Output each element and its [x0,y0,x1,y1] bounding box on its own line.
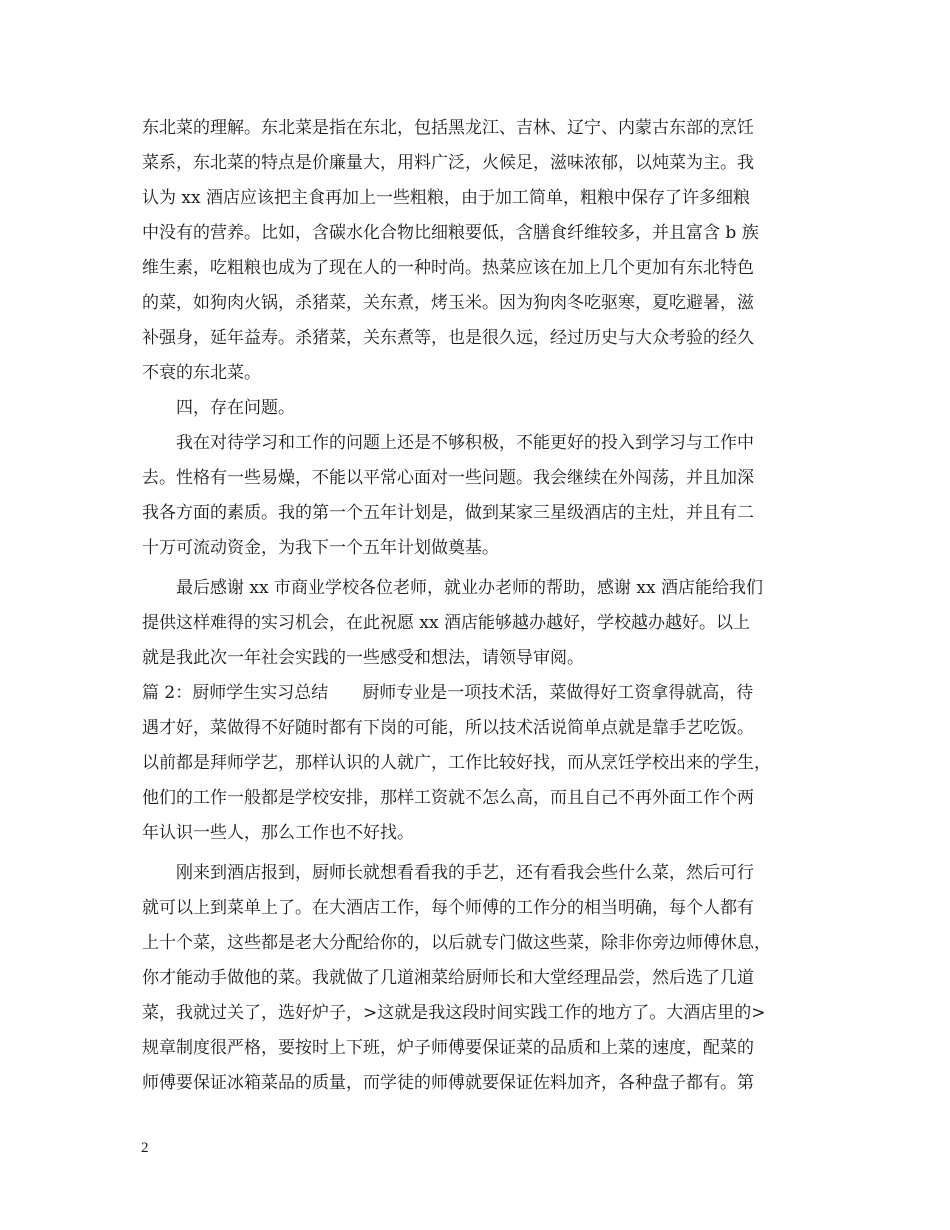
section-heading: 四，存在问题。 [142,398,295,418]
text-line: 不衰的东北菜。 [142,363,261,383]
text-line: 东北菜的理解。东北菜是指在东北，包括黑龙江、吉林、辽宁、内蒙古东部的烹饪 [142,118,754,138]
text-line: 我各方面的素质。我的第一个五年计划是，做到某家三星级酒店的主灶，并且有二 [142,503,754,523]
text-line: 我在对待学习和工作的问题上还是不够积极，不能更好的投入到学习与工作中 [142,433,754,453]
text-line: 师傅要保证冰箱菜品的质量，而学徒的师傅就要保证佐料加齐，各种盘子都有。第 [142,1073,754,1093]
text-line: 就是我此次一年社会实践的一些感受和想法，请领导审阅。 [142,648,584,668]
text-line: 就可以上到菜单上了。在大酒店工作，每个师傅的工作分的相当明确，每个人都有 [142,898,754,918]
text-line: 刚来到酒店报到，厨师长就想看看我的手艺，还有看我会些什么菜，然后可行 [142,863,754,883]
text-line: 菜系，东北菜的特点是价廉量大，用料广泛，火候足，滋味浓郁，以炖菜为主。我 [142,153,754,173]
page-number: 2 [141,1140,149,1156]
text-line: 认为 xx 酒店应该把主食再加上一些粗粮，由于加工简单，粗粮中保存了许多细粮 [142,188,750,208]
text-line: 十万可流动资金，为我下一个五年计划做奠基。 [142,538,499,558]
article-heading-line: 篇 2：厨师学生实习总结 厨师专业是一项技术活，菜做得好工资拿得就高，待 [142,683,754,703]
text-line: 以前都是拜师学艺，那样认识的人就广，工作比较好找，而从烹饪学校出来的学生， [142,753,771,773]
text-line: 菜，我就过关了，选好炉子，>这就是我这段时间实践工作的地方了。大酒店里的> [142,1003,766,1023]
text-line: 规章制度很严格，要按时上下班，炉子师傅要保证菜的品质和上菜的速度，配菜的 [142,1038,754,1058]
text-line: 他们的工作一般都是学校安排，那样工资就不怎么高，而且自己不再外面工作个两 [142,788,754,808]
text-line: 遇才好，菜做得不好随时都有下岗的可能，所以技术活说简单点就是靠手艺吃饭。 [142,718,754,738]
text-line: 维生素，吃粗粮也成为了现在人的一种时尚。热菜应该在加上几个更加有东北特色 [142,258,754,278]
text-line: 你才能动手做他的菜。我就做了几道湘菜给厨师长和大堂经理品尝，然后选了几道 [142,968,754,988]
text-line: 上十个菜，这些都是老大分配给你的，以后就专门做这些菜，除非你旁边师傅休息， [142,933,771,953]
text-line: 中没有的营养。比如，含碳水化合物比细粮要低，含膳食纤维较多，并且富含 b 族 [142,223,759,243]
text-line: 补强身，延年益寿。杀猪菜，关东煮等，也是很久远，经过历史与大众考验的经久 [142,328,754,348]
text-line: 的菜，如狗肉火锅，杀猪菜，关东煮，烤玉米。因为狗肉冬吃驱寒，夏吃避暑，滋 [142,293,754,313]
text-line: 去。性格有一些易燥，不能以平常心面对一些问题。我会继续在外闯荡，并且加深 [142,468,754,488]
text-line: 年认识一些人，那么工作也不好找。 [142,823,414,843]
text-line: 最后感谢 xx 市商业学校各位老师，就业办老师的帮助，感谢 xx 酒店能给我们 [142,578,763,598]
text-line: 提供这样难得的实习机会，在此祝愿 xx 酒店能够越办越好，学校越办越好。以上 [142,613,750,633]
